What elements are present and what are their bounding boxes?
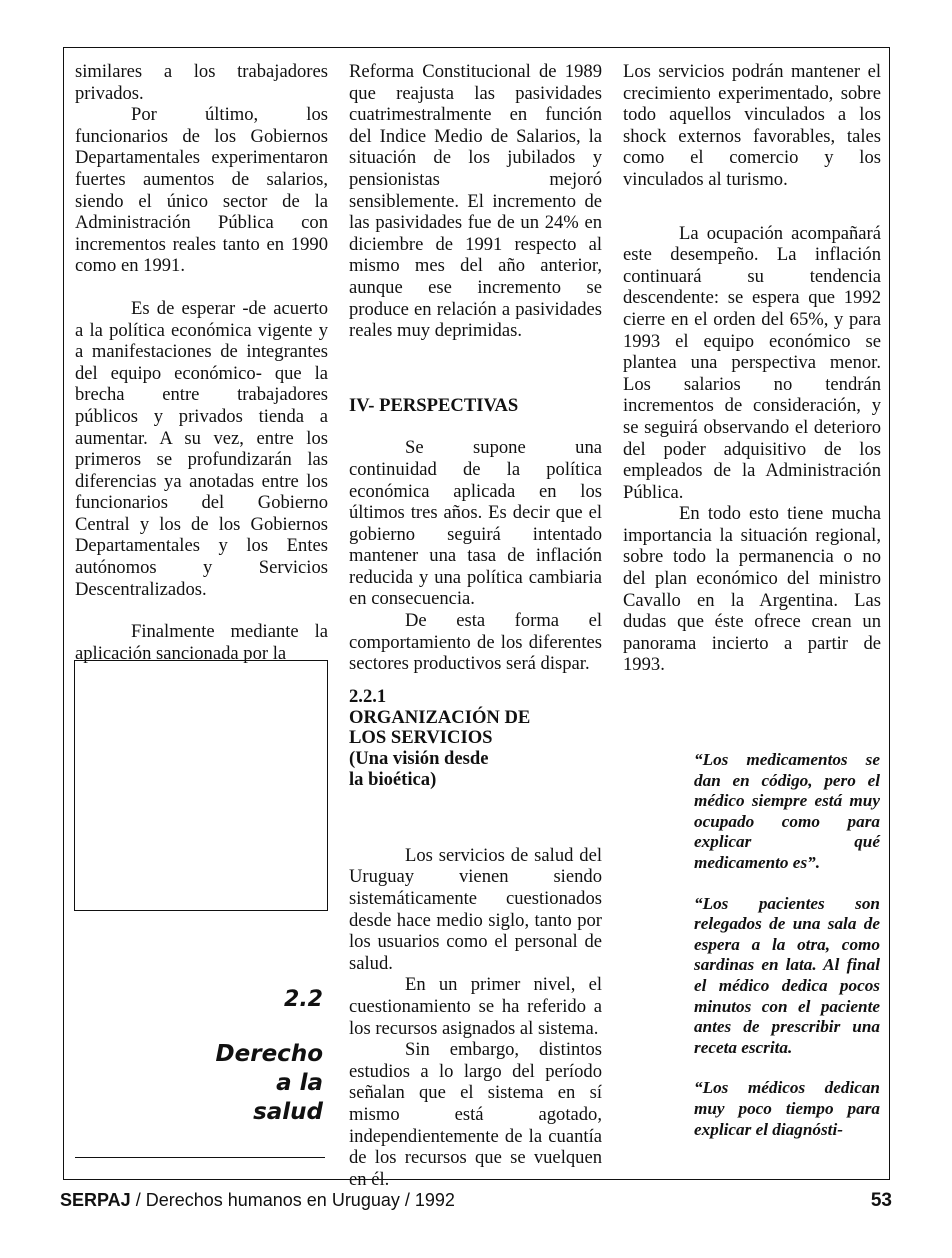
paragraph: Finalmente mediante la aplicación sancionada por la [75,621,328,664]
image-placeholder-box [74,660,328,911]
paragraph: similares a los trabajadores privados. [75,61,328,104]
subsection-heading [349,687,602,791]
section-title-line: a la [276,1070,323,1096]
footer-publication: / Derechos humanos en Uruguay / 1992 [130,1190,455,1210]
column-left [75,61,328,664]
subsection-title-line: la bioética) [349,769,437,791]
paragraph: De esta forma el comportamiento de los diferentes sectores productivos será dispar. [349,610,602,675]
column-middle [349,61,602,1190]
paragraph: Los servicios de salud del Uruguay vienen siendo sistemáticamente cuestionados desde hace medio siglo, tanto por los usuarios como el personal de salud. [349,844,602,974]
paragraph: Por último, los funcionarios de los Gobiernos Departamentales experimentaron fuertes aumentos de salarios, siendo el único sector de la Administración Pública con incrementos reales tanto en 1990 como en 1991. [75,104,328,277]
pull-quote: “Los médicos dedican muy poco tiempo para explicar el diagnósti- [694,1078,880,1139]
column-right [623,61,881,676]
paragraph: Es de esperar -de acuerto a la política económica vigente y a manifestaciones de integrantes del equipo económico- que la brecha entre trabajadores públicos y privados tienda a aumentar. A su vez, entre los primeros se profundizarán las diferencias ya anotadas entre los funcionarios del Gobierno Central y los de los Gobiernos Departamentales y los Entes autónomos y Servicios Descentralizados. [75,297,328,600]
paragraph: En todo esto tiene mucha importancia la situación regional, sobre todo la permanencia o no del plan económico del ministro Cavallo en la Argentina. Las dudas que éste ofrece crean un panorama incierto a partir de 1993. [623,503,881,676]
footer-brand: SERPAJ [60,1190,131,1210]
subsection-title-line: (Una visión desde [349,748,489,770]
divider-rule [75,1157,325,1158]
pull-quote: “Los pacientes son relegados de una sala de espera a la otra, como sardinas en lata. Al final el médico dedica pocos minutos con el paciente antes de prescribir una receta escrita. [694,893,880,1057]
pull-quote: “Los medicamentos se dan en código, pero el médico siempre está muy ocupado como para explicar qué medicamento es”. [694,750,880,872]
section-title-line: salud [253,1099,323,1125]
paragraph: Los servicios podrán mantener el crecimiento experimentado, sobre todo aquellos vinculados a los shock externos favorables, tales como el comercio y los vinculados al turismo. [623,61,881,190]
page-number: 53 [870,1190,892,1211]
pull-quotes [694,750,880,1160]
paragraph: Se supone una continuidad de la política económica aplicada en los últimos tres años. Es decir que el gobierno seguirá intentado mantener una tasa de inflación reducida y una política cambiaria en consecuencia. [349,437,602,610]
paragraph: La ocupación acompañará este desempeño. La inflación continuará su tendencia descendente: se espera que 1992 cierre en el orden del 65%, y para 1993 el equipo económico se plantea una perspectiva menor. Los salarios no tendrán incrementos de consideración, y se seguirá observando el deterioro del poder adquisitivo de los empleados de la Administración Pública. [623,222,881,503]
section-heading: IV- PERSPECTIVAS [349,394,519,416]
page-footer [60,1190,892,1211]
subsection-title-line: LOS SERVICIOS [349,727,493,749]
paragraph: Sin embargo, distintos estudios a lo largo del período señalan que el sistema en sí mismo está agotado, independientemente de la cuantía de los recursos que se vuelquen en él. [349,1039,602,1190]
section-title-line: Derecho [215,1041,323,1067]
section-title [75,1040,323,1127]
section-number: 2.2 [284,987,323,1012]
paragraph: Reforma Constitucional de 1989 que reajusta las pasividades cuatrimestralmente en función del Indice Medio de Salarios, la situación de los jubilados y pensionistas mejoró sensiblemente. El incremento de las pasividades fue de un 24% en diciembre de 1991 respecto al mismo mes del año anterior, aunque ese incremento se produce en relación a pasividades reales muy deprimidas. [349,61,602,342]
paragraph: En un primer nivel, el cuestionamiento se ha referido a los recursos asignados al sistema. [349,974,602,1039]
subsection-title-line: ORGANIZACIÓN DE [349,706,531,728]
subsection-number: 2.2.1 [349,685,387,707]
